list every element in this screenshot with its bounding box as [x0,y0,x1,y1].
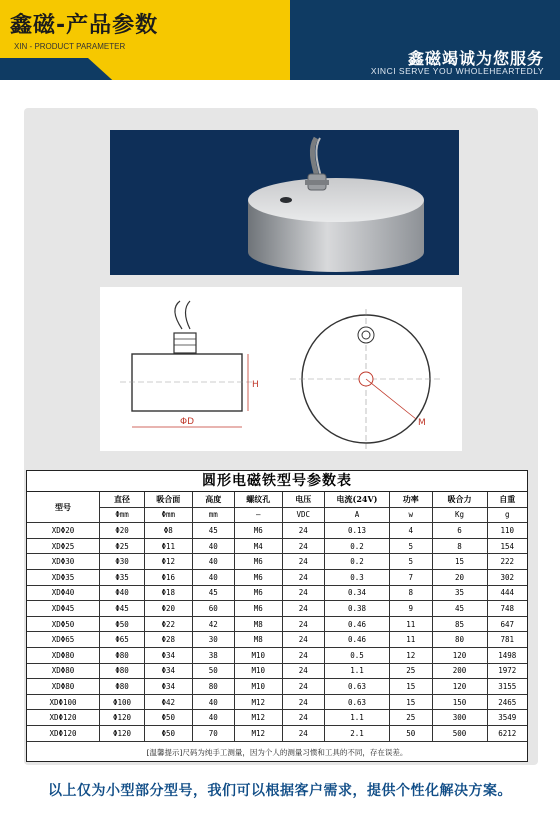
table-cell: 3155 [487,679,527,695]
table-cell: 11 [390,616,433,632]
table-cell: 0.13 [325,523,390,539]
table-cell: 24 [282,710,325,726]
measurement-note: [温馨提示]尺码为纯手工测量，因为个人的测量习惯和工具的不同，存在误差。 [146,747,408,757]
table-cell: M6 [235,585,283,601]
table-cell: 150 [432,694,487,710]
table-cell: 0.46 [325,632,390,648]
table-cell: M10 [235,663,283,679]
table-cell: 200 [432,663,487,679]
table-cell: 0.2 [325,538,390,554]
table-cell: Φ50 [145,725,193,741]
table-cell: Φ45 [100,601,145,617]
table-cell: 40 [192,538,235,554]
table-cell: 15 [390,679,433,695]
table-cell: 40 [192,694,235,710]
table-cell: M6 [235,569,283,585]
spec-table [27,492,527,742]
table-cell: M12 [235,694,283,710]
table-cell: M12 [235,710,283,726]
table-cell: M6 [235,523,283,539]
thread-label: M [418,418,426,428]
column-header: 电流(24V) [325,492,390,507]
table-cell: Φ40 [100,585,145,601]
table-cell: 1498 [487,647,527,663]
table-cell: 24 [282,616,325,632]
table-cell: Φ34 [145,647,193,663]
table-cell: 120 [432,679,487,695]
table-cell: 0.2 [325,554,390,570]
table-cell: 1.1 [325,663,390,679]
table-cell: 1.1 [325,710,390,726]
table-cell: 24 [282,569,325,585]
header-title-tab [88,58,290,80]
table-cell: 70 [192,725,235,741]
unit-cell: VDC [282,507,325,523]
table-cell: 500 [432,725,487,741]
table-cell: 748 [487,601,527,617]
table-cell: 25 [390,663,433,679]
table-cell: 11 [390,632,433,648]
table-cell: M8 [235,616,283,632]
table-cell: Φ100 [100,694,145,710]
table-cell: Φ120 [100,710,145,726]
unit-cell: w [390,507,433,523]
unit-cell: Kg [432,507,487,523]
table-cell: 30 [192,632,235,648]
table-cell: XDΦ45 [27,601,100,617]
table-cell: Φ8 [145,523,193,539]
unit-cell: Φmm [100,507,145,523]
table-cell: 80 [432,632,487,648]
table-cell: 24 [282,523,325,539]
table-cell: 6212 [487,725,527,741]
table-cell: 2.1 [325,725,390,741]
table-cell: 40 [192,569,235,585]
table-cell: XDΦ20 [27,523,100,539]
table-cell: XDΦ120 [27,725,100,741]
table-cell: Φ22 [145,616,193,632]
table-row [27,647,527,663]
column-header: 吸合力 [432,492,487,507]
height-label: H [252,380,259,390]
technical-drawing [100,287,462,451]
table-row [27,523,527,539]
column-header: 高度 [192,492,235,507]
table-cell: 0.46 [325,616,390,632]
table-cell: Φ80 [100,663,145,679]
table-cell: M6 [235,601,283,617]
table-cell: Φ65 [100,632,145,648]
table-cell: 12 [390,647,433,663]
table-row [27,725,527,741]
table-cell: XDΦ100 [27,694,100,710]
table-cell: 85 [432,616,487,632]
table-cell: Φ120 [100,725,145,741]
column-header: 型号 [27,492,100,523]
table-row [27,538,527,554]
table-cell: XDΦ120 [27,710,100,726]
table-cell: 2465 [487,694,527,710]
table-cell: 50 [390,725,433,741]
dimension-drawing [100,287,462,451]
table-cell: Φ20 [100,523,145,539]
table-cell: Φ80 [100,679,145,695]
table-cell: 38 [192,647,235,663]
table-cell: Φ34 [145,663,193,679]
table-cell: 0.3 [325,569,390,585]
table-cell: 24 [282,632,325,648]
table-cell: 302 [487,569,527,585]
table-cell: M10 [235,647,283,663]
unit-cell: — [235,507,283,523]
table-cell: Φ50 [100,616,145,632]
table-cell: 24 [282,679,325,695]
table-cell: Φ34 [145,679,193,695]
table-cell: 0.63 [325,679,390,695]
table-cell: 7 [390,569,433,585]
table-cell: 20 [432,569,487,585]
table-units-row [27,507,527,523]
page-subtitle: XIN - PRODUCT PARAMETER [14,42,126,51]
table-cell: Φ20 [145,601,193,617]
table-cell: 24 [282,694,325,710]
table-header-row [27,492,527,507]
table-cell: 24 [282,663,325,679]
table-cell: 45 [192,523,235,539]
table-row [27,679,527,695]
table-cell: 24 [282,554,325,570]
column-header: 功率 [390,492,433,507]
table-row [27,601,527,617]
table-cell: 15 [432,554,487,570]
page-title: 鑫磁-产品参数 [10,13,159,38]
table-cell: Φ30 [100,554,145,570]
table-row [27,663,527,679]
table-cell: 25 [390,710,433,726]
table-cell: 120 [432,647,487,663]
table-cell: XDΦ35 [27,569,100,585]
table-cell: Φ11 [145,538,193,554]
table-cell: 6 [432,523,487,539]
footer-message: 以上仅为小型部分型号，我们可以根据客户需求，提供个性化解决方案。 [48,783,512,799]
table-cell: 24 [282,725,325,741]
parameter-table [26,470,528,762]
column-header: 螺纹孔 [235,492,283,507]
table-cell: XDΦ30 [27,554,100,570]
table-cell: 0.38 [325,601,390,617]
table-cell: M6 [235,554,283,570]
table-cell: XDΦ65 [27,632,100,648]
table-title: 圆形电磁铁型号参数表 [27,471,527,492]
table-row [27,632,527,648]
table-cell: M4 [235,538,283,554]
table-cell: XDΦ50 [27,616,100,632]
table-cell: XDΦ80 [27,647,100,663]
table-cell: Φ42 [145,694,193,710]
table-cell: 35 [432,585,487,601]
table-cell: XDΦ25 [27,538,100,554]
table-cell: 110 [487,523,527,539]
column-header: 吸合面 [145,492,193,507]
table-row [27,585,527,601]
table-cell: 42 [192,616,235,632]
table-cell: Φ16 [145,569,193,585]
table-cell: Φ80 [100,647,145,663]
table-cell: 15 [390,694,433,710]
table-cell: 45 [432,601,487,617]
table-row [27,569,527,585]
table-cell: M12 [235,725,283,741]
table-cell: 24 [282,601,325,617]
table-cell: 1972 [487,663,527,679]
table-cell: 8 [390,585,433,601]
table-cell: XDΦ40 [27,585,100,601]
table-cell: 5 [390,554,433,570]
table-cell: 3549 [487,710,527,726]
table-cell: 8 [432,538,487,554]
table-cell: 24 [282,585,325,601]
table-cell: 80 [192,679,235,695]
table-cell: 154 [487,538,527,554]
table-cell: 647 [487,616,527,632]
unit-cell: A [325,507,390,523]
electromagnet-render-image [110,130,459,275]
column-header: 电压 [282,492,325,507]
table-cell: 5 [390,538,433,554]
table-cell: 50 [192,663,235,679]
table-cell: XDΦ80 [27,679,100,695]
table-cell: 40 [192,710,235,726]
table-cell: 0.34 [325,585,390,601]
slogan: 鑫磁竭诚为您服务 [407,49,544,68]
table-cell: 9 [390,601,433,617]
table-cell: M8 [235,632,283,648]
table-cell: Φ50 [145,710,193,726]
table-cell: 45 [192,585,235,601]
table-row [27,710,527,726]
product-render [110,130,459,275]
diameter-label: ΦD [180,417,195,427]
table-cell: 444 [487,585,527,601]
unit-cell: Φmm [145,507,193,523]
table-cell: M10 [235,679,283,695]
unit-cell: mm [192,507,235,523]
table-cell: 781 [487,632,527,648]
table-cell: 300 [432,710,487,726]
table-cell: 60 [192,601,235,617]
table-cell: Φ35 [100,569,145,585]
table-cell: 4 [390,523,433,539]
table-cell: Φ28 [145,632,193,648]
table-row [27,554,527,570]
table-cell: 40 [192,554,235,570]
slogan-english: XINCI SERVE YOU WHOLEHEARTEDLY [370,66,544,76]
table-cell: 24 [282,538,325,554]
table-cell: XDΦ80 [27,663,100,679]
column-header: 直径 [100,492,145,507]
table-row [27,616,527,632]
table-cell: Φ18 [145,585,193,601]
table-cell: 0.5 [325,647,390,663]
column-header: 自重 [487,492,527,507]
table-cell: 24 [282,647,325,663]
table-cell: Φ25 [100,538,145,554]
table-cell: 0.63 [325,694,390,710]
table-cell: 222 [487,554,527,570]
table-row [27,694,527,710]
table-cell: Φ12 [145,554,193,570]
unit-cell: g [487,507,527,523]
